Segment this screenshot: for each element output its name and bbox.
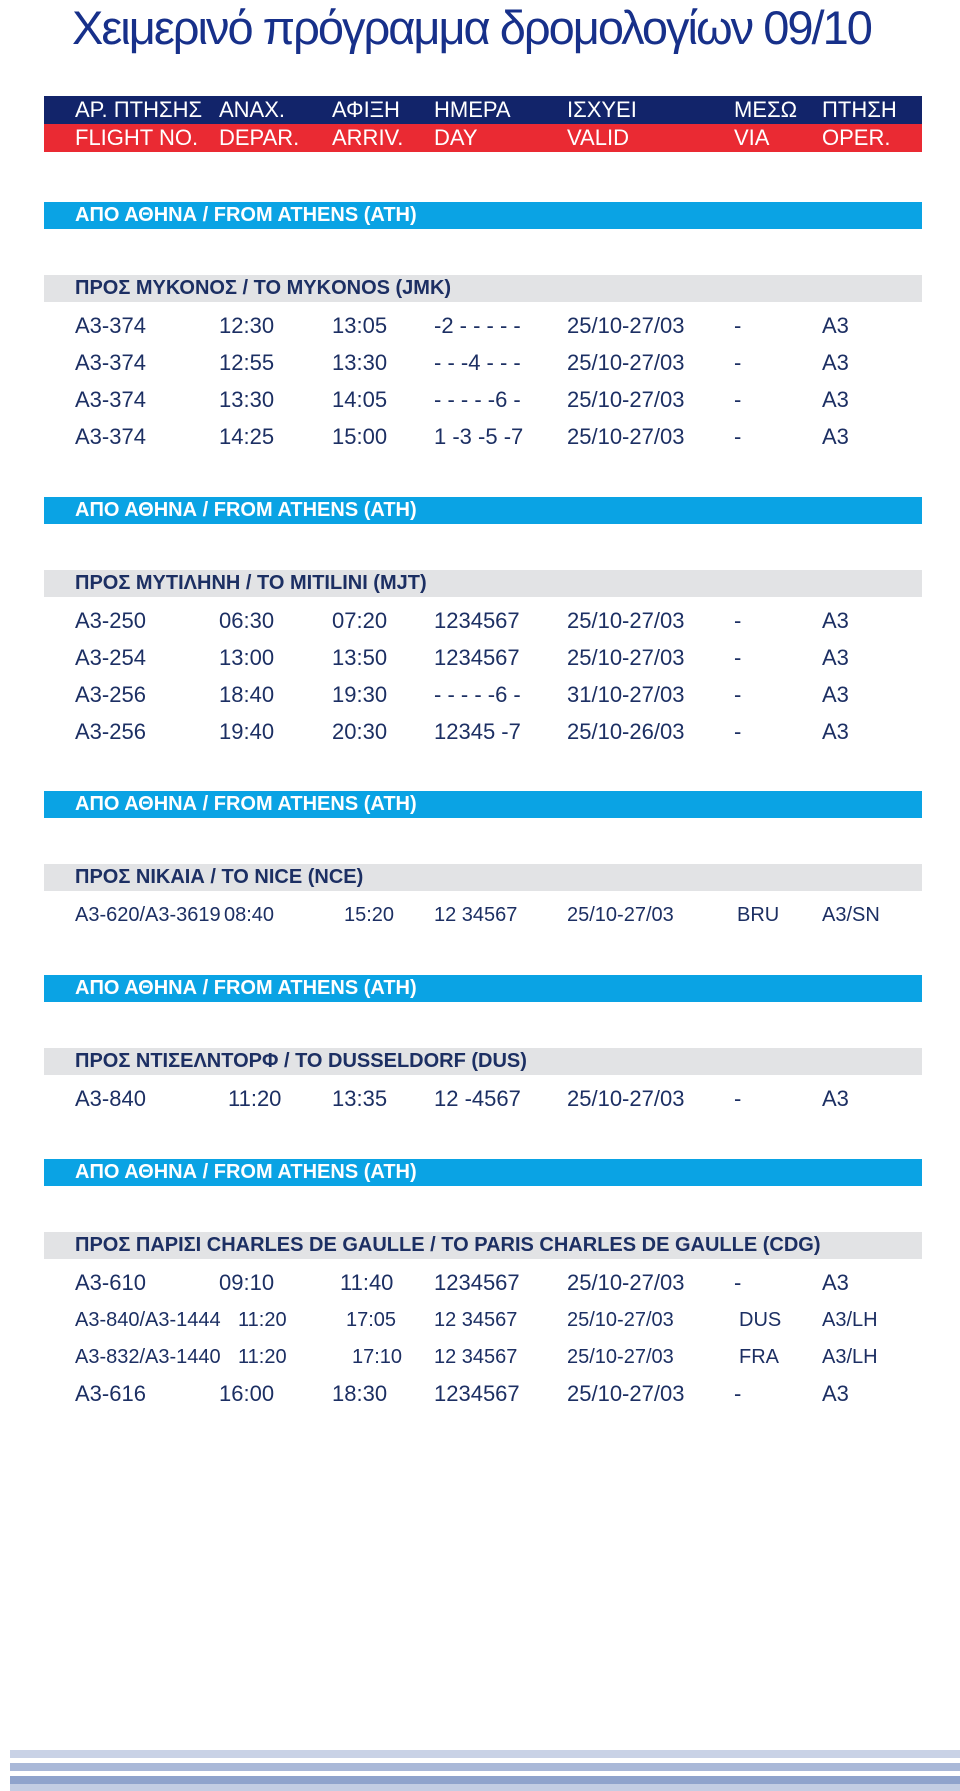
from-band [44, 202, 922, 229]
from-label: ΑΠΟ ΑΘΗΝΑ / FROM ATHENS (ATH) [75, 793, 417, 815]
footer-stripe [10, 1763, 960, 1771]
table-row [44, 1341, 922, 1373]
operator: A3 [822, 719, 849, 744]
via: DUS [739, 1309, 782, 1331]
operator: A3 [822, 1270, 849, 1295]
via: - [734, 719, 742, 744]
via: - [734, 645, 742, 670]
departure: 13:30 [219, 387, 275, 412]
footer-stripes [10, 1750, 960, 1791]
table-row [44, 1304, 922, 1336]
header-day-gr: ΗΜΕΡΑ [434, 97, 511, 122]
flight-no: A3-250 [75, 608, 146, 633]
flight-no: A3-374 [75, 387, 146, 412]
valid: 25/10-27/03 [567, 313, 685, 338]
departure: 13:00 [219, 645, 275, 670]
from-label: ΑΠΟ ΑΘΗΝΑ / FROM ATHENS (ATH) [75, 1161, 417, 1183]
days: - - - - -6 - [434, 387, 521, 412]
arrival: 11:40 [340, 1270, 394, 1295]
via: BRU [737, 904, 780, 926]
valid: 25/10-27/03 [567, 1309, 674, 1331]
via: - [734, 1086, 742, 1111]
days: 1 -3 -5 -7 [434, 424, 524, 449]
flight-no: A3-610 [75, 1270, 146, 1295]
arrival: 07:20 [332, 608, 388, 633]
departure: 18:40 [219, 682, 275, 707]
table-row [44, 1267, 922, 1299]
via: - [734, 387, 742, 412]
operator: A3/SN [822, 904, 880, 926]
operator: A3/LH [822, 1309, 878, 1331]
arrival: 13:05 [332, 313, 388, 338]
valid: 25/10-27/03 [567, 1381, 685, 1406]
flight-no: A3-256 [75, 682, 146, 707]
from-band [44, 791, 922, 818]
valid: 25/10-26/03 [567, 719, 685, 744]
days: 12345 -7 [434, 719, 521, 744]
arrival: 13:50 [332, 645, 388, 670]
departure: 09:10 [219, 1270, 275, 1295]
days: 1234567 [434, 645, 520, 670]
destination-label: ΠΡΟΣ ΜΥΤΙΛΗΝΗ / TO MITILINI (MJT) [75, 572, 427, 594]
column-header-english [44, 124, 922, 152]
valid: 25/10-27/03 [567, 904, 674, 926]
destination-band [44, 275, 922, 302]
days: -2 - - - - - [434, 313, 521, 338]
destination-label: ΠΡΟΣ ΝΙΚΑΙΑ / TO NICE (NCE) [75, 866, 364, 888]
valid: 25/10-27/03 [567, 350, 685, 375]
header-operator-gr: ΠΤΗΣΗ [822, 97, 897, 122]
operator: A3 [822, 1381, 849, 1406]
operator: A3 [822, 387, 849, 412]
header-operator-en: OPER. [822, 125, 891, 150]
header-valid-gr: ΙΣΧΥΕΙ [567, 97, 637, 122]
table-row [44, 679, 922, 711]
flight-no: A3-840 [75, 1086, 146, 1111]
header-flight-no-gr: ΑΡ. ΠΤΗΣΗΣ [75, 97, 203, 122]
table-row [44, 642, 922, 674]
destination-label: ΠΡΟΣ ΝΤΙΣΕΛΝΤΟΡΦ / TO DUSSELDORF (DUS) [75, 1050, 527, 1072]
via: - [734, 1381, 742, 1406]
days: - - - - -6 - [434, 682, 521, 707]
table-row [44, 384, 922, 416]
table-row [44, 1083, 922, 1115]
flight-no: A3-374 [75, 350, 146, 375]
footer-stripe [10, 1784, 960, 1791]
valid: 25/10-27/03 [567, 424, 685, 449]
table-row [44, 899, 922, 931]
days: 12 34567 [434, 904, 518, 926]
flight-no: A3-256 [75, 719, 146, 744]
from-label: ΑΠΟ ΑΘΗΝΑ / FROM ATHENS (ATH) [75, 499, 417, 521]
valid: 31/10-27/03 [567, 682, 685, 707]
days: 12 34567 [434, 1309, 518, 1331]
flight-no: A3-620/A3-3619 [75, 904, 221, 926]
valid: 25/10-27/03 [567, 1270, 685, 1295]
table-row [44, 1378, 922, 1410]
footer-stripe [10, 1750, 960, 1758]
departure: 12:30 [219, 313, 275, 338]
via: - [734, 313, 742, 338]
from-band [44, 497, 922, 524]
header-departure-gr: ΑΝΑΧ. [219, 97, 286, 122]
days: 12 34567 [434, 1346, 518, 1368]
from-label: ΑΠΟ ΑΘΗΝΑ / FROM ATHENS (ATH) [75, 204, 417, 226]
operator: A3 [822, 608, 849, 633]
operator: A3 [822, 350, 849, 375]
from-band [44, 1159, 922, 1186]
departure: 12:55 [219, 350, 275, 375]
operator: A3 [822, 1086, 849, 1111]
valid: 25/10-27/03 [567, 1086, 685, 1111]
flight-no: A3-374 [75, 313, 146, 338]
header-valid-en: VALID [567, 125, 629, 150]
via: - [734, 682, 742, 707]
departure: 06:30 [219, 608, 275, 633]
departure: 11:20 [238, 1309, 287, 1331]
destination-band [44, 864, 922, 891]
from-band [44, 975, 922, 1002]
destination-band [44, 1048, 922, 1075]
via: FRA [739, 1346, 779, 1368]
departure: 16:00 [219, 1381, 275, 1406]
flight-no: A3-616 [75, 1381, 146, 1406]
flight-no: A3-840/A3-1444 [75, 1309, 221, 1331]
departure: 19:40 [219, 719, 275, 744]
valid: 25/10-27/03 [567, 608, 685, 633]
header-arrival-en: ARRIV. [332, 125, 404, 150]
departure: 11:20 [238, 1346, 287, 1368]
header-flight-no-en: FLIGHT NO. [75, 125, 199, 150]
operator: A3/LH [822, 1346, 878, 1368]
operator: A3 [822, 682, 849, 707]
page-title: Χειμερινό πρόγραμμα δρομολογίων 09/10 [72, 1, 871, 54]
header-via-gr: ΜΕΣΩ [734, 97, 798, 122]
column-header-greek [44, 96, 922, 124]
table-row [44, 310, 922, 342]
arrival: 13:30 [332, 350, 388, 375]
header-arrival-gr: ΑΦΙΞΗ [332, 97, 400, 122]
arrival: 20:30 [332, 719, 388, 744]
destination-label: ΠΡΟΣ ΠΑΡΙΣΙ CHARLES DE GAULLE / TO PARIS CHARLES DE GAULLE (CDG) [75, 1234, 821, 1256]
flight-no: A3-374 [75, 424, 146, 449]
destination-band [44, 570, 922, 597]
table-row [44, 421, 922, 453]
table-row [44, 347, 922, 379]
departure: 11:20 [228, 1086, 282, 1111]
via: - [734, 1270, 742, 1295]
via: - [734, 350, 742, 375]
days: - - -4 - - - [434, 350, 521, 375]
destination-band [44, 1232, 922, 1259]
departure: 14:25 [219, 424, 275, 449]
header-via-en: VIA [734, 125, 770, 150]
days: 1234567 [434, 608, 520, 633]
valid: 25/10-27/03 [567, 645, 685, 670]
destination-label: ΠΡΟΣ ΜΥΚΟΝΟΣ / TO MYKONOS (JMK) [75, 277, 452, 299]
valid: 25/10-27/03 [567, 1346, 674, 1368]
arrival: 18:30 [332, 1381, 388, 1406]
arrival: 15:20 [344, 904, 395, 926]
via: - [734, 608, 742, 633]
operator: A3 [822, 424, 849, 449]
arrival: 19:30 [332, 682, 388, 707]
valid: 25/10-27/03 [567, 387, 685, 412]
flight-no: A3-832/A3-1440 [75, 1346, 221, 1368]
days: 12 -4567 [434, 1086, 521, 1111]
arrival: 14:05 [332, 387, 388, 412]
flight-no: A3-254 [75, 645, 146, 670]
from-label: ΑΠΟ ΑΘΗΝΑ / FROM ATHENS (ATH) [75, 977, 417, 999]
table-row [44, 716, 922, 748]
via: - [734, 424, 742, 449]
operator: A3 [822, 645, 849, 670]
footer-stripe [10, 1776, 960, 1784]
arrival: 13:35 [332, 1086, 388, 1111]
arrival: 17:10 [352, 1346, 403, 1368]
operator: A3 [822, 313, 849, 338]
header-departure-en: DEPAR. [219, 125, 300, 150]
departure: 08:40 [224, 904, 275, 926]
days: 1234567 [434, 1270, 520, 1295]
arrival: 17:05 [346, 1309, 397, 1331]
table-row [44, 605, 922, 637]
arrival: 15:00 [332, 424, 388, 449]
header-day-en: DAY [434, 125, 478, 150]
days: 1234567 [434, 1381, 520, 1406]
